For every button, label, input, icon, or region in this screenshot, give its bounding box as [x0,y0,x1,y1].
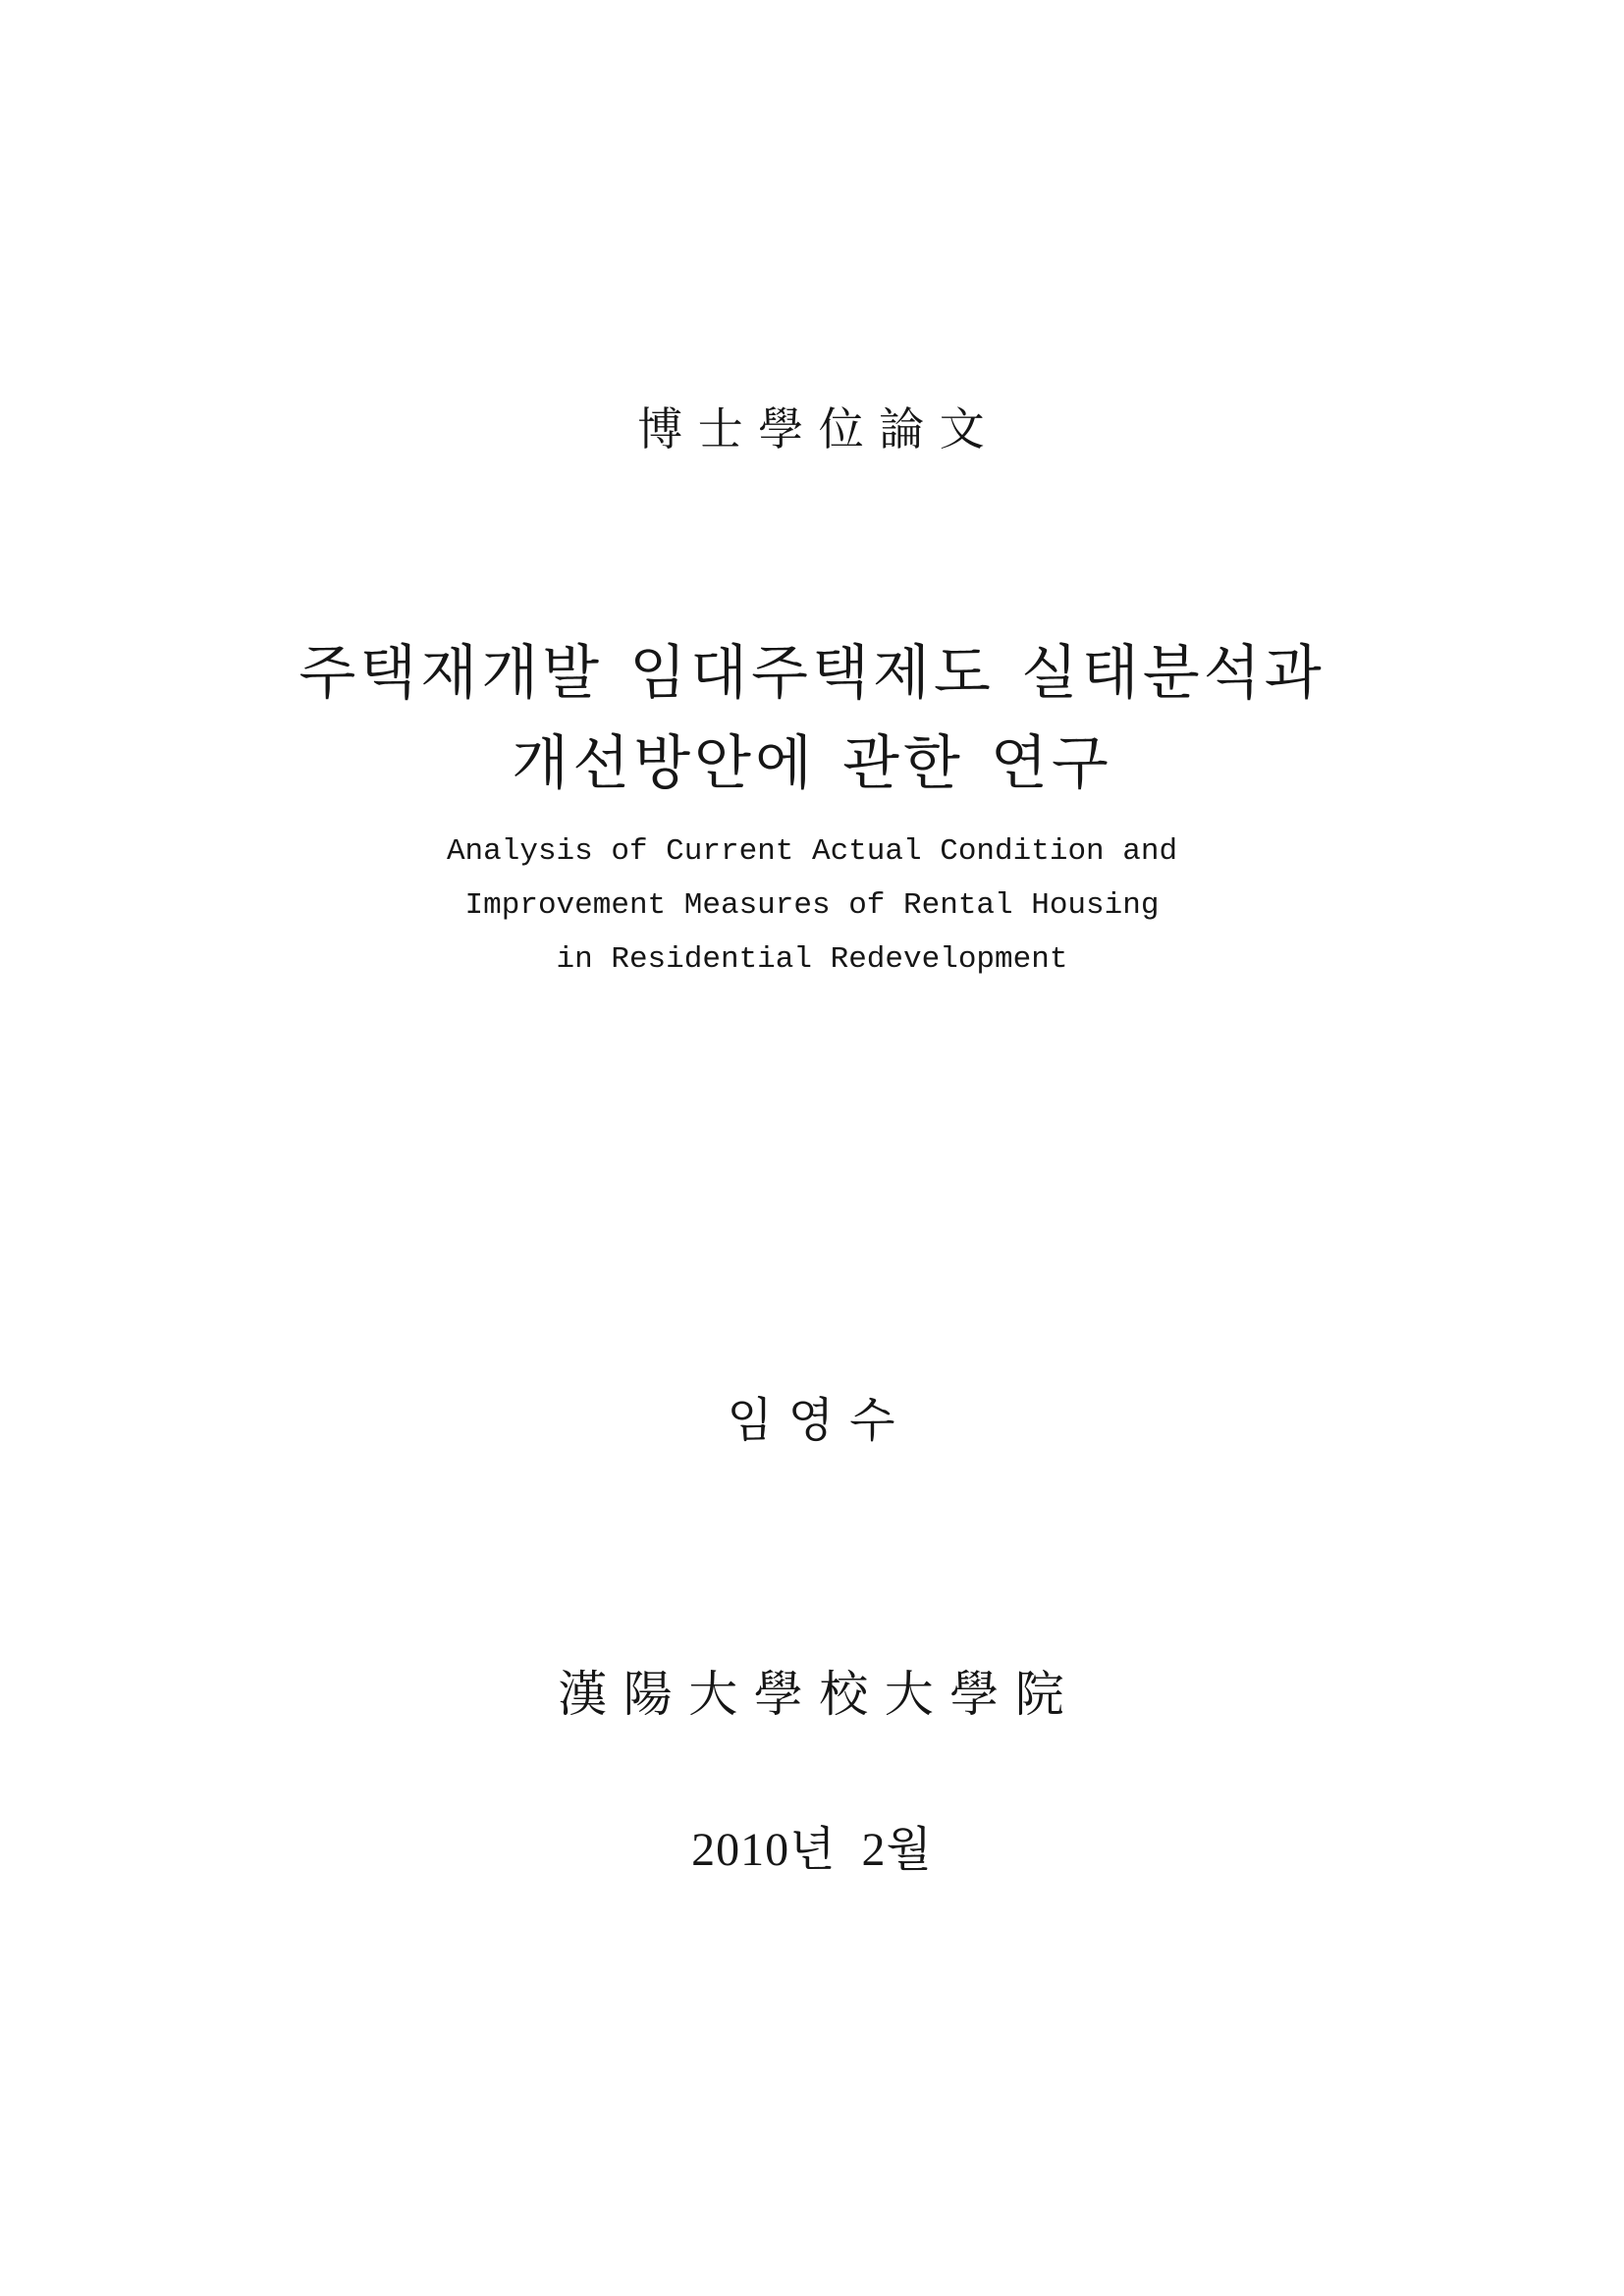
thesis-title-english-line1: Analysis of Current Actual Condition and [446,834,1178,869]
thesis-title-english-line3: in Residential Redevelopment [556,942,1068,977]
thesis-title-english-line2: Improvement Measures of Rental Housing [464,888,1160,923]
publication-date: 2010년 2월 [691,1824,933,1876]
thesis-title-korean-line1: 주택재개발 임대주택제도 실태분석과 [298,641,1326,706]
institution-name: 漢 陽 大 學 校 大 學 院 [558,1667,1066,1722]
thesis-type-label: 博 士 學 位 論 文 [637,404,987,454]
thesis-title-korean-line2: 개선방안에 관한 연구 [512,731,1112,796]
author-name: 임 영 수 [727,1395,897,1447]
